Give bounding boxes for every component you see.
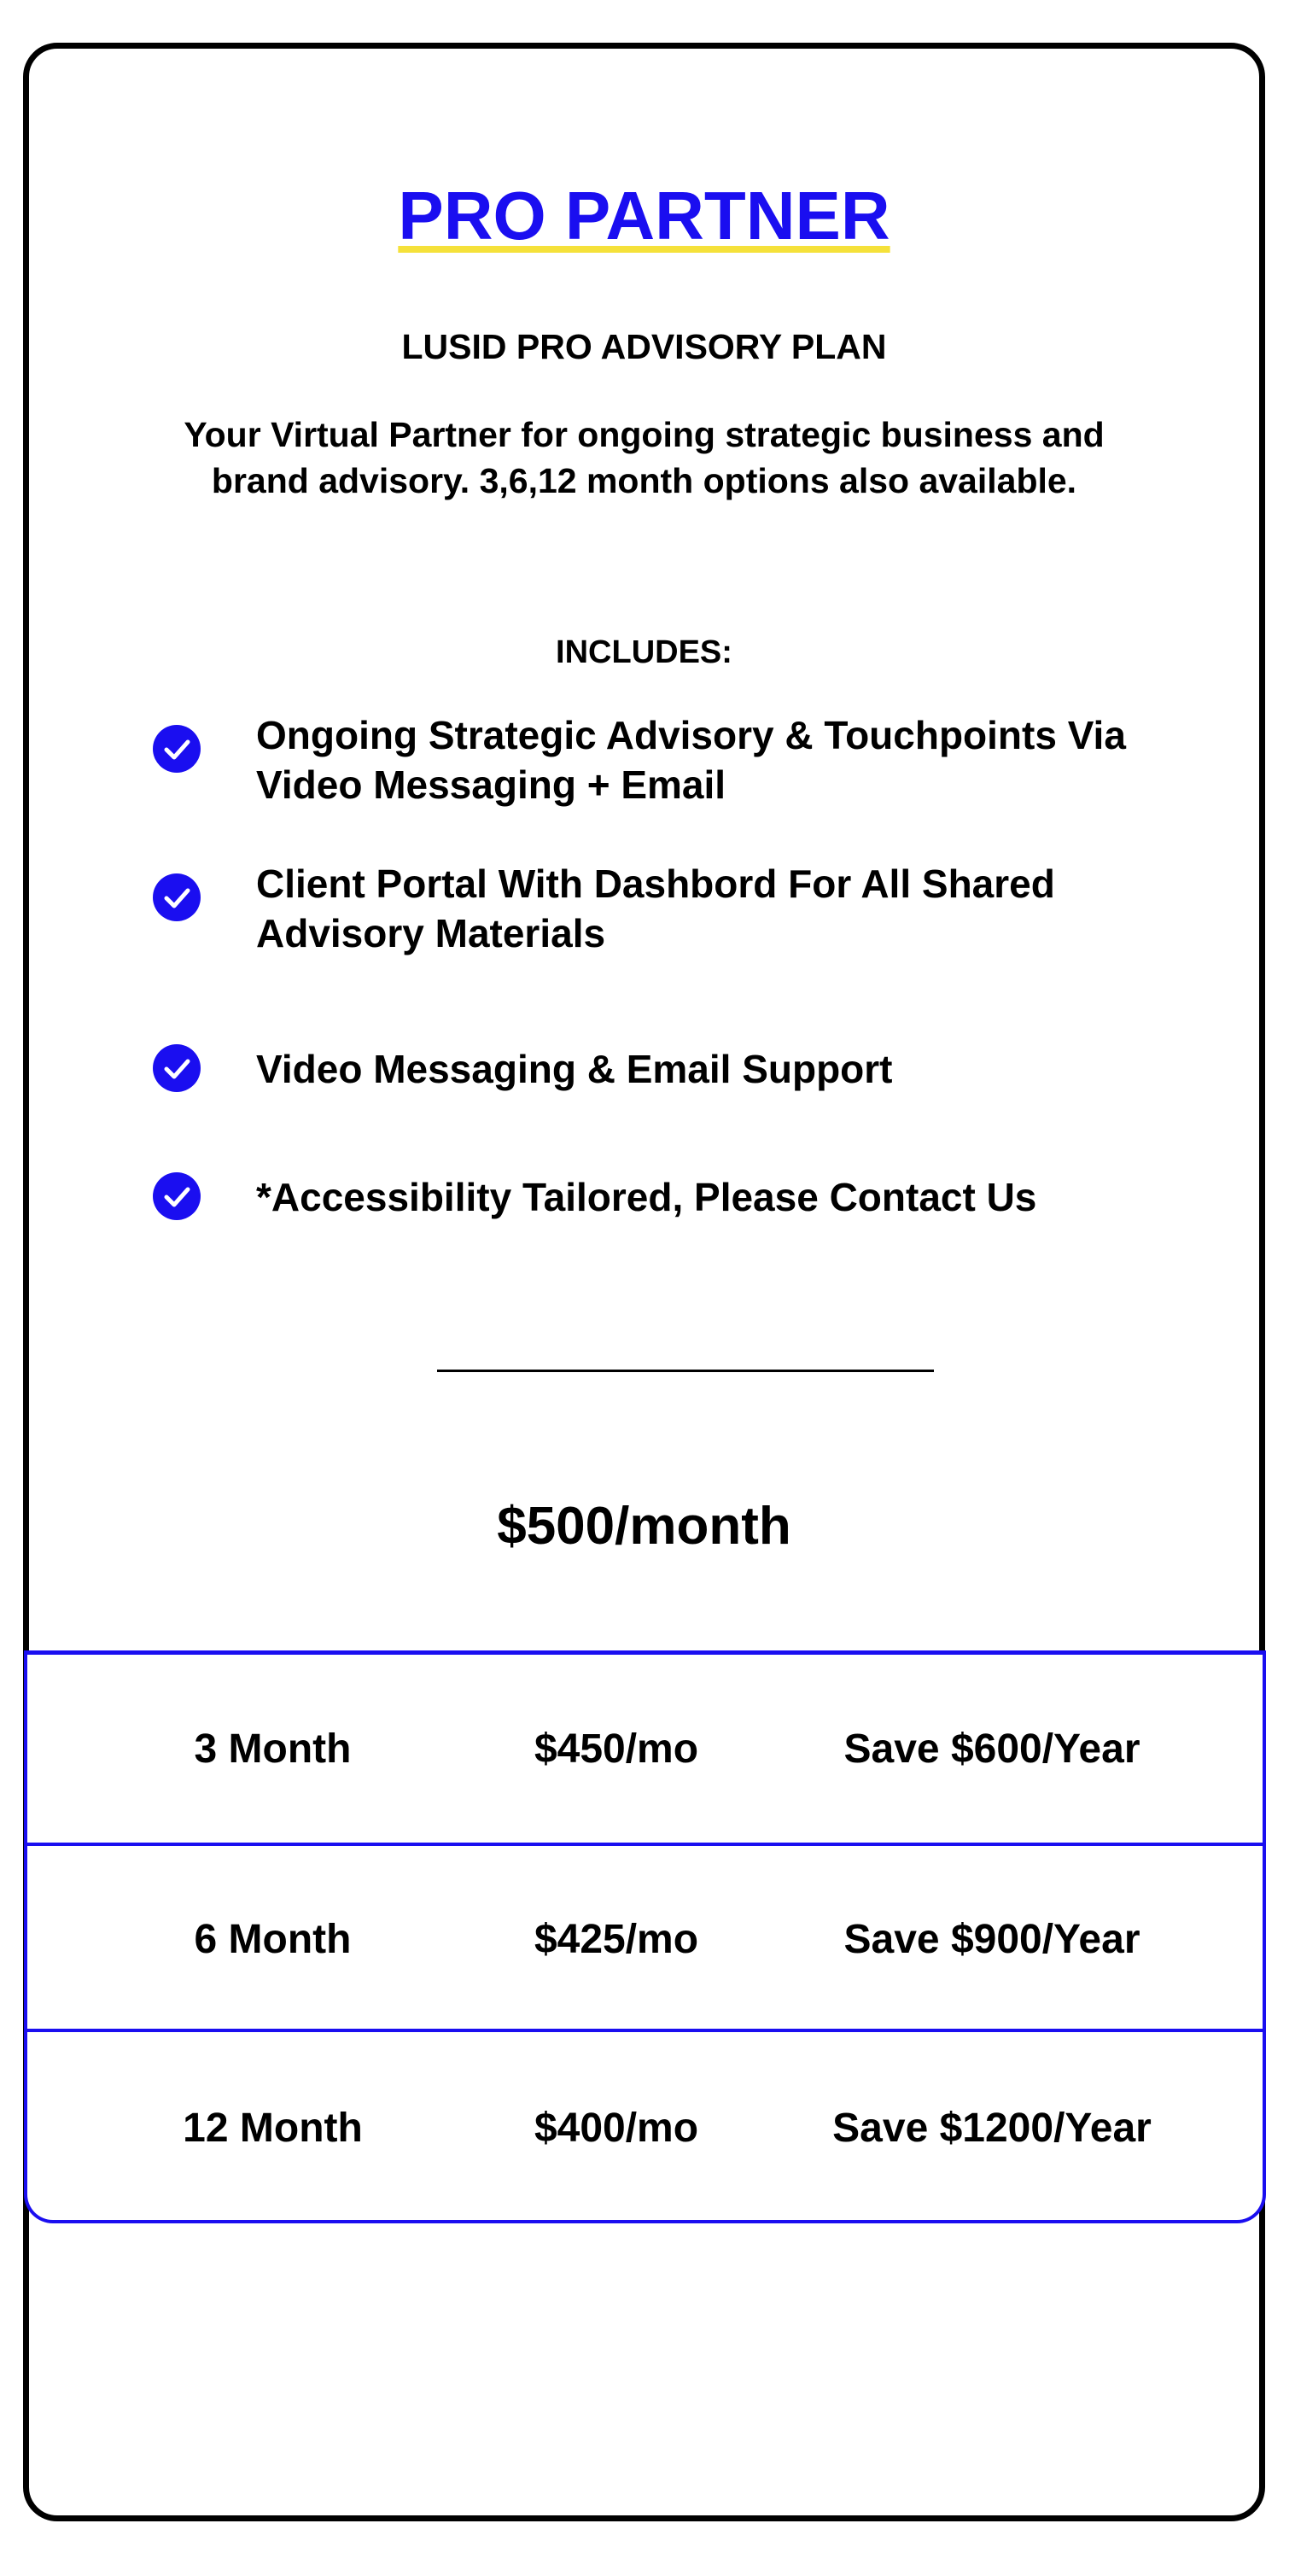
option-row-12-month[interactable]	[27, 2029, 1263, 2224]
option-savings: Save $900/Year	[843, 1916, 1140, 1962]
term-options-table	[24, 1650, 1266, 2223]
option-term: 3 Month	[194, 1726, 352, 1772]
option-savings: Save $1200/Year	[832, 2106, 1152, 2151]
plan-title	[29, 177, 1259, 255]
check-circle-icon	[153, 725, 201, 773]
option-savings: Save $600/Year	[843, 1726, 1140, 1772]
feature-text: Ongoing Strategic Advisory & Touchpoints Via Video Messaging + Email	[256, 713, 1126, 807]
plan-title-link[interactable]: PRO PARTNER	[398, 178, 890, 254]
option-rate: $400/mo	[534, 2106, 699, 2151]
check-circle-icon	[153, 1172, 201, 1220]
plan-subtitle: LUSID PRO ADVISORY PLAN	[401, 327, 887, 366]
monthly-price: $500/month	[497, 1497, 791, 1556]
feature-text: Client Portal With Dashbord For All Shared Advisory Materials	[256, 862, 1055, 955]
includes-heading: INCLUDES:	[556, 634, 732, 670]
option-term: 12 Month	[183, 2106, 363, 2151]
divider	[437, 1370, 934, 1372]
option-rate: $425/mo	[534, 1916, 699, 1962]
check-circle-icon	[153, 873, 201, 921]
option-term: 6 Month	[194, 1916, 352, 1962]
check-circle-icon	[153, 1044, 201, 1092]
option-row-6-month[interactable]	[27, 1843, 1263, 2032]
option-row-3-month[interactable]	[27, 1655, 1263, 1843]
plan-description: Your Virtual Partner for ongoing strategic business and brand advisory. 3,6,12 month options also available.	[184, 415, 1105, 500]
option-rate: $450/mo	[534, 1726, 699, 1772]
feature-text: Video Messaging & Email Support	[256, 1047, 893, 1091]
feature-text: *Accessibility Tailored, Please Contact Us	[256, 1175, 1037, 1219]
